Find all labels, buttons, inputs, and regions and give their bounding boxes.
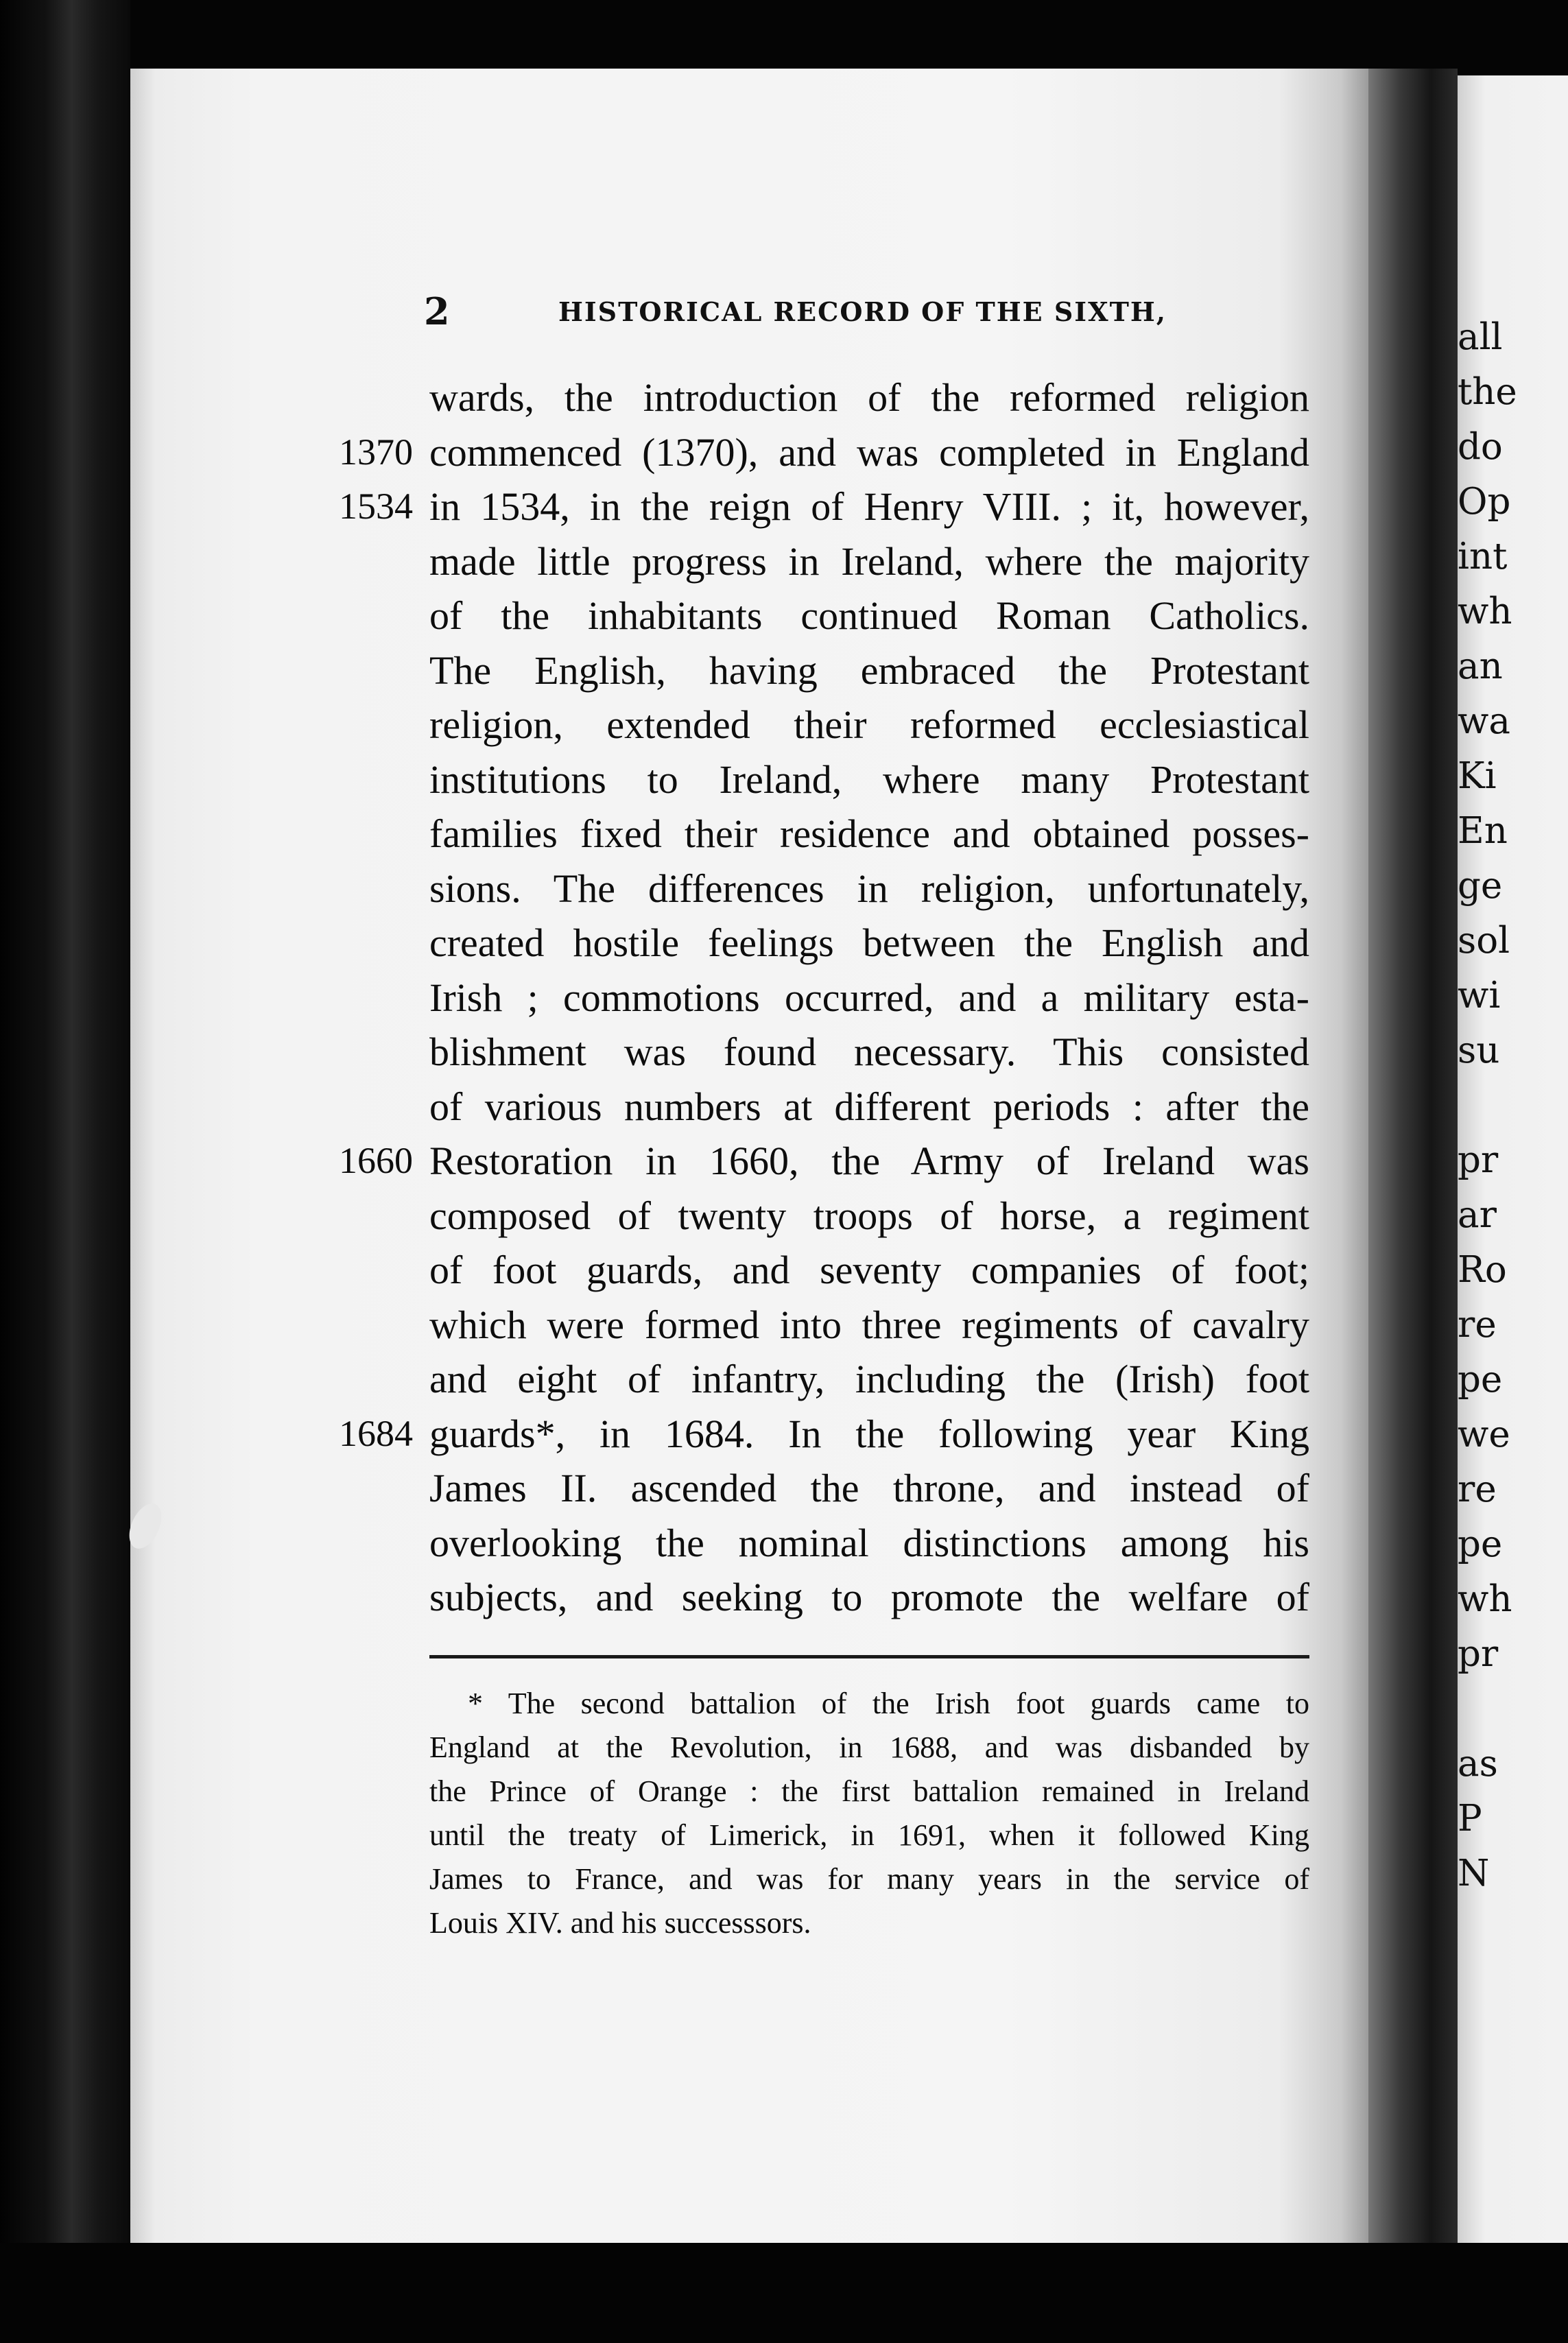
body-line-text: of foot guards, and seventy companies of foot; <box>429 1248 1309 1292</box>
facing-page-text-fragment: pr <box>1458 1633 1499 1675</box>
running-title: HISTORICAL RECORD OF THE SIXTH, <box>558 296 1167 327</box>
body-line-text: guards*, in 1684. In the following year King <box>429 1411 1309 1456</box>
body-line <box>429 588 1309 643</box>
body-line <box>429 807 1309 861</box>
running-head <box>424 289 1317 331</box>
body-line-text: composed of twenty troops of horse, a regiment <box>429 1193 1309 1238</box>
footnote-line: * The second battalion of the Irish foot guards came to <box>468 1687 1309 1720</box>
body-line-text: created hostile feelings between the English and <box>429 920 1309 965</box>
facing-page-text-fragment: re <box>1458 1304 1497 1346</box>
body-line <box>429 971 1309 1025</box>
facing-page-text-fragment: do <box>1458 426 1503 468</box>
body-line-text: of the inhabitants continued Roman Catholics. <box>429 593 1309 638</box>
body-line <box>429 643 1309 698</box>
footnote-line: the Prince of Orange : the first battalion remained in Ireland <box>429 1774 1309 1808</box>
body-line <box>429 1243 1309 1298</box>
facing-page-text-fragment: Ro <box>1458 1249 1507 1291</box>
body-line <box>429 1461 1309 1516</box>
body-line <box>339 425 1309 480</box>
body-line-text: of various numbers at different periods : after the <box>429 1084 1309 1129</box>
facing-page-text-fragment: re <box>1458 1468 1497 1510</box>
footnote-line: England at the Revolution, in 1688, and was disbanded by <box>429 1731 1309 1764</box>
body-line <box>429 534 1309 589</box>
facing-page-text-fragment: Ki <box>1458 755 1497 797</box>
facing-page-text-fragment: En <box>1458 810 1508 852</box>
bottom-dark-border <box>0 2243 1568 2343</box>
body-line-text: which were formed into three regiments of cavalry <box>429 1302 1309 1347</box>
facing-page-fragment <box>1458 75 1568 2243</box>
left-binding-edge <box>0 0 130 2343</box>
body-line-text: James II. ascended the throne, and instead of <box>429 1466 1309 1510</box>
body-line <box>429 370 1309 425</box>
margin-year-note: 1370 <box>339 431 413 473</box>
body-line-text: religion, extended their reformed ecclesiastical <box>429 702 1309 747</box>
footnote-rule <box>429 1655 1309 1658</box>
facing-page-text-fragment: wi <box>1458 975 1501 1016</box>
facing-page-text-fragment: wh <box>1458 1578 1512 1620</box>
facing-page-text-fragment: pe <box>1458 1359 1503 1401</box>
body-line <box>429 1025 1309 1080</box>
body-line <box>429 861 1309 916</box>
facing-page-text-fragment: int <box>1458 536 1508 578</box>
gutter-shadow <box>1368 69 1458 2243</box>
facing-page-text-fragment: wh <box>1458 591 1512 632</box>
body-line <box>429 1516 1309 1571</box>
facing-page-text-fragment: the <box>1458 371 1517 413</box>
facing-page-text-fragment: all <box>1458 316 1503 358</box>
body-line <box>339 1134 1309 1189</box>
body-line <box>429 1570 1309 1625</box>
body-line-text: and eight of infantry, including the (Irish) foot <box>429 1357 1309 1401</box>
facing-page-text-fragment: Op <box>1458 481 1511 523</box>
margin-year-note: 1534 <box>339 486 413 527</box>
margin-year-note: 1660 <box>339 1140 413 1181</box>
facing-page-text-fragment: N <box>1458 1853 1490 1894</box>
body-line-text: Restoration in 1660, the Army of Ireland was <box>429 1139 1309 1183</box>
body-line-text: sions. The differences in religion, unfortunately, <box>429 866 1309 911</box>
body-line-text: overlooking the nominal distinctions among his <box>429 1520 1309 1565</box>
footnote-line: James to France, and was for many years in the service of <box>429 1862 1309 1896</box>
facing-page-text-fragment: su <box>1458 1030 1500 1071</box>
body-line-text: Irish ; commotions occurred, and a military esta- <box>429 975 1309 1020</box>
facing-page-text-fragment: wa <box>1458 700 1510 742</box>
footnote <box>429 1682 1309 1945</box>
body-line-text: commenced (1370), and was completed in England <box>429 429 1309 475</box>
facing-page-text-fragment: pe <box>1458 1523 1503 1565</box>
body-line <box>429 698 1309 752</box>
facing-page-text-fragment: we <box>1458 1414 1510 1455</box>
facing-page-text-fragment: as <box>1458 1743 1498 1785</box>
footnote-line: until the treaty of Limerick, in 1691, when it followed King <box>429 1818 1309 1852</box>
body-line-text: made little progress in Ireland, where the majority <box>429 538 1309 584</box>
body-line-text: subjects, and seeking to promote the welfare of <box>429 1575 1309 1619</box>
body-line <box>429 752 1309 807</box>
facing-page-text-fragment: ge <box>1458 865 1503 907</box>
body-line-text: The English, having embraced the Protestant <box>429 647 1309 693</box>
body-line <box>429 1189 1309 1244</box>
body-line <box>339 479 1309 534</box>
facing-page-text-fragment: sol <box>1458 920 1510 962</box>
facing-page-text-fragment: an <box>1458 645 1503 687</box>
body-line <box>429 916 1309 971</box>
body-line-text: blishment was found necessary. This consisted <box>429 1030 1309 1074</box>
body-line-text: wards, the introduction of the reformed religion <box>429 375 1309 420</box>
body-line-text: families fixed their residence and obtained posses- <box>429 811 1309 856</box>
facing-page-text-fragment: P <box>1458 1798 1482 1840</box>
body-line <box>339 1407 1309 1462</box>
footnote-line: Louis XIV. and his successsors. <box>429 1906 811 1940</box>
body-line <box>429 1298 1309 1353</box>
body-line-text: in 1534, in the reign of Henry VIII. ; it, however, <box>429 484 1309 529</box>
body-text <box>339 370 1309 1625</box>
body-line <box>429 1352 1309 1407</box>
body-line-text: institutions to Ireland, where many Protestant <box>429 757 1309 802</box>
facing-page-text-fragment: ar <box>1458 1194 1497 1236</box>
facing-page-text-fragment: pr <box>1458 1139 1499 1181</box>
margin-year-note: 1684 <box>339 1412 413 1454</box>
body-line <box>429 1080 1309 1134</box>
page-number: 2 <box>424 289 450 333</box>
